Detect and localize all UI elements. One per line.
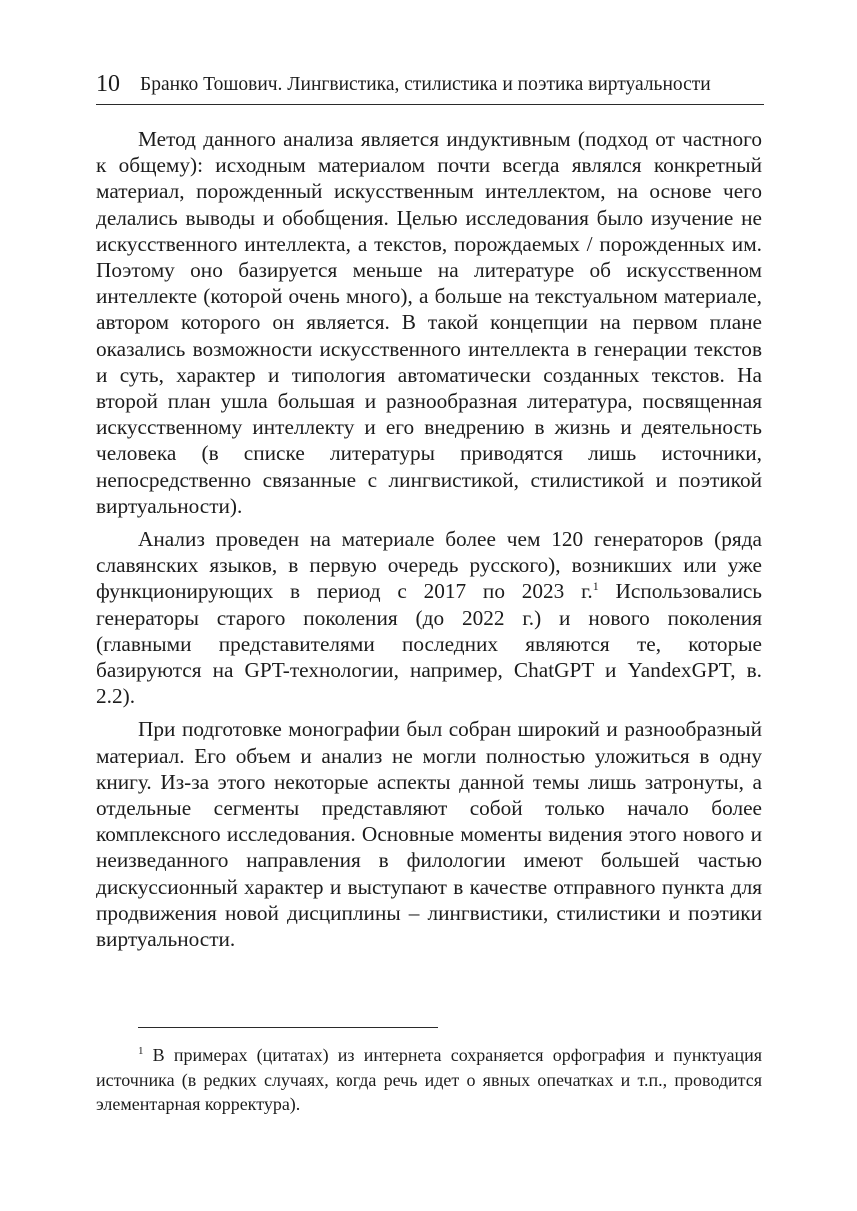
paragraph-analysis [96,526,762,709]
paragraph-analysis-text-after: Использовались генераторы старого поколения (до 2022 г.) и нового поколения (главными представителями последних являются те, которые базируются на GPT-технологии, например, ChatGPT и YandexGPT, в. 2.2). [96,579,763,709]
main-text [96,126,762,959]
running-header [96,70,764,105]
footnote [96,1043,762,1117]
footnote-divider [138,1027,438,1028]
running-title: Бранко Тошович. Лингвистика, стилистика и поэтика виртуальности [140,74,711,95]
footnote-text: В примерах (цитатах) из интернета сохраняется орфография и пунктуация источника (в редких случаях, когда речь идет о явных опечатках и т.п., проводится элементарная корректура). [96,1045,762,1114]
paragraph-analysis-text-before: Анализ проведен на материале более чем 120 генераторов (ряда славянских языков, в первую очередь русского), возникших или уже функционирующих в период с 2017 по 2023 г. [96,527,762,604]
paragraph-preparation: При подготовке монографии был собран широкий и разнообразный материал. Его объем и анализ не могли полностью уложиться в одну книгу. Из-за этого некоторые аспекты данной темы лишь затронуты, а отдельные сегменты представляют собой только начало более комплексного исследования. Основные моменты видения этого нового и неизведанного направления в филологии имеют большей частью дискуссионный характер и выступают в качестве отправного пункта для продвижения новой дисциплины – лингвистики, стилистики и поэтики виртуальности. [96,717,762,952]
footnote-reference[interactable]: 1 [592,579,599,594]
paragraph-method: Метод данного анализа является индуктивным (подход от частного к общему): исходным материалом почти всегда являлся конкретный материал, порожденный искусственным интеллектом, на основе чего делались выводы и обобщения. Целью исследования было изучение не искусственного интеллекта, а текстов, порождаемых / порожденных им. Поэтому оно базируется меньше на литературе об искусственном интеллекте (которой очень много), а больше на текстуальном материале, автором которого он является. В такой концепции на первом плане оказались возможности искусственного интеллекта в генерации текстов и суть, характер и типология автоматически созданных текстов. На второй план ушла большая и разнообразная литература, посвященная искусственному интеллекту и его внедрению в жизнь и деятельность человека (в списке литературы приводятся лишь источники, непосредственно связанные с лингвистикой, стилистикой и поэтикой виртуальности). [96,127,762,518]
footnote-marker: 1 [138,1045,144,1057]
page-number: 10 [96,71,120,97]
